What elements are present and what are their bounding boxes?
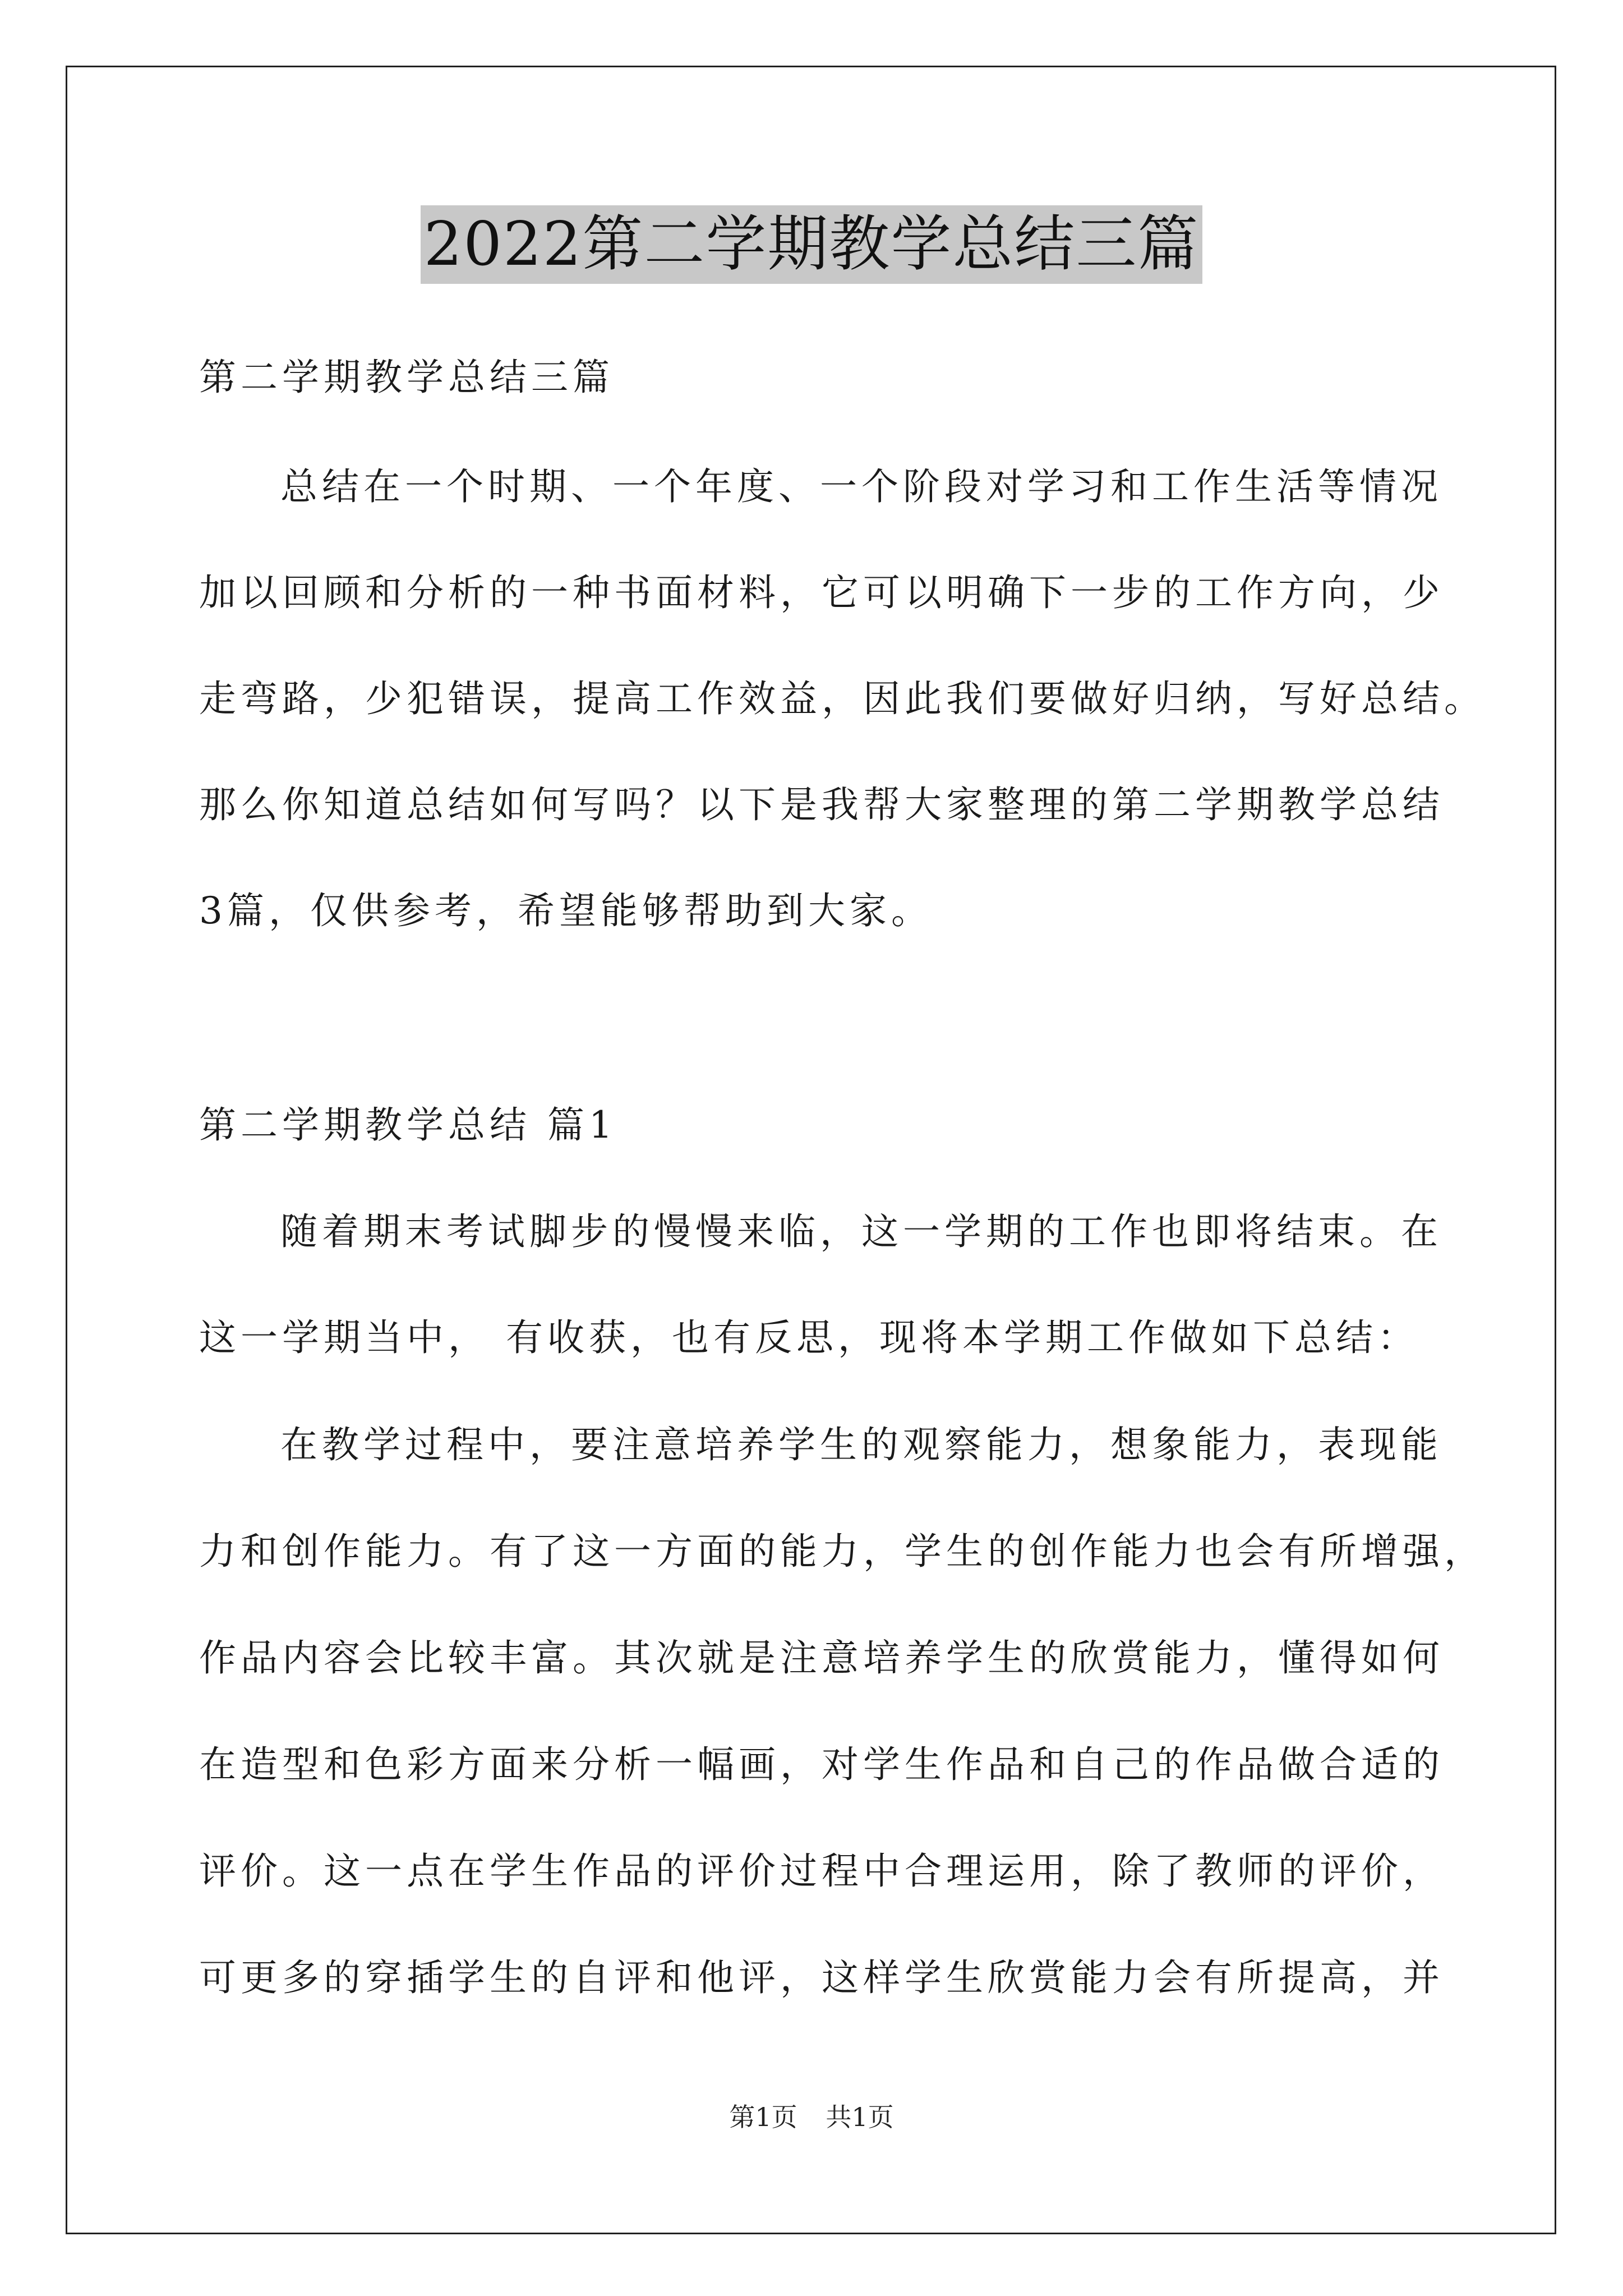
paragraph-line: 可更多的穿插学生的自评和他评，这样学生欣赏能力会有所提高，并 [199, 1956, 1444, 1999]
paragraph-line: 评价。这一点在学生作品的评价过程中合理运用，除了教师的评价， [199, 1849, 1444, 1893]
intro-line: 3篇，仅供参考，希望能够帮助到大家。 [199, 889, 933, 932]
paragraph-line: 随着期末考试脚步的慢慢来临，这一学期的工作也即将结束。在 [280, 1210, 1442, 1253]
intro-line: 总结在一个时期、一个年度、一个阶段对学习和工作生活等情况 [280, 465, 1442, 508]
section-heading: 第二学期教学总结 篇1 [199, 1103, 617, 1147]
intro-line: 走弯路，少犯错误，提高工作效益，因此我们要做好归纳，写好总结。 [199, 677, 1486, 720]
paragraph-line: 在造型和色彩方面来分析一幅画，对学生作品和自己的作品做合适的 [199, 1743, 1444, 1786]
paragraph-line: 在教学过程中，要注意培养学生的观察能力，想象能力，表现能 [280, 1423, 1442, 1466]
paragraph-line: 这一学期当中， 有收获，也有反思，现将本学期工作做如下总结： [199, 1316, 1419, 1359]
page-footer [0, 2097, 1623, 2134]
paragraph-line: 作品内容会比较丰富。其次就是注意培养学生的欣赏能力，懂得如何 [199, 1636, 1444, 1680]
title-container [0, 205, 1623, 284]
intro-line: 加以回顾和分析的一种书面材料，它可以明确下一步的工作方向，少 [199, 571, 1444, 614]
page-total: 共1页 [826, 2102, 894, 2132]
paragraph-line: 力和创作能力。有了这一方面的能力，学生的创作能力也会有所增强， [199, 1530, 1486, 1573]
document-title: 2022第二学期教学总结三篇 [421, 205, 1203, 284]
page-number: 第1页 [729, 2102, 797, 2132]
intro-line: 那么你知道总结如何写吗？以下是我帮大家整理的第二学期教学总结 [199, 783, 1444, 826]
document-subtitle: 第二学期教学总结三篇 [199, 356, 614, 399]
